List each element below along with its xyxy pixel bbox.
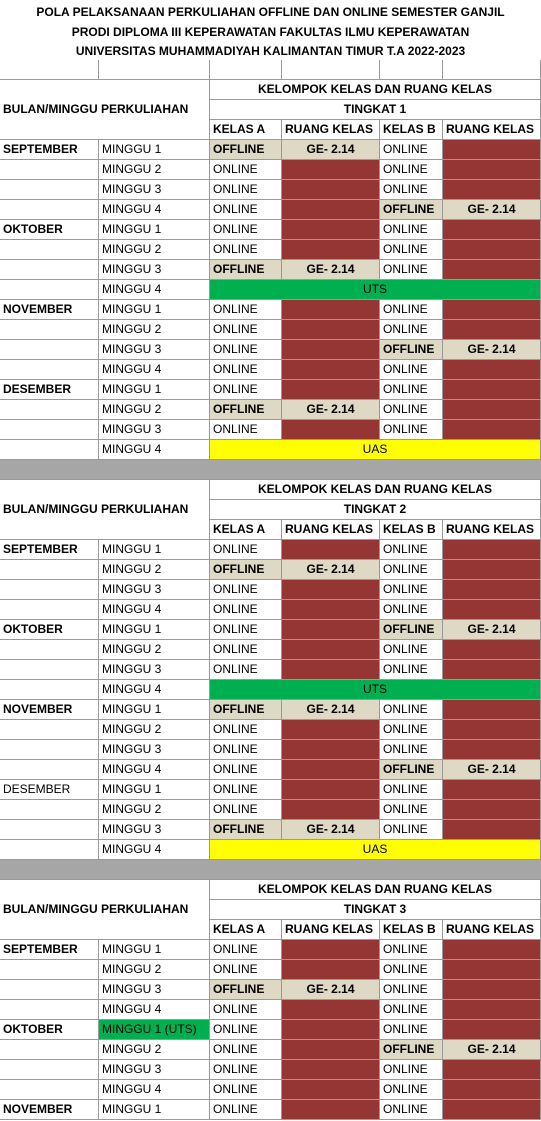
kelas-b-status: ONLINE	[380, 740, 443, 760]
ruang-a-cell	[282, 1020, 380, 1040]
ruang-a-cell	[282, 380, 380, 400]
ruang-a-cell	[282, 720, 380, 740]
kelas-a-status: ONLINE	[210, 360, 282, 380]
week-cell: MINGGU 3	[99, 1060, 210, 1080]
week-cell: MINGGU 3	[99, 980, 210, 1000]
kelas-b-status: ONLINE	[380, 960, 443, 980]
level-header: TINGKAT 2	[210, 500, 541, 520]
ruang-a-cell	[282, 360, 380, 380]
kelas-a-status: ONLINE	[210, 300, 282, 320]
period-header: BULAN/MINGGU PERKULIAHAN	[0, 480, 210, 540]
month-cell: NOVEMBER	[0, 700, 99, 720]
month-cell: OKTOBER	[0, 620, 99, 640]
month-cell: DESEMBER	[0, 780, 99, 800]
kelas-b-status: OFFLINE	[380, 760, 443, 780]
month-cell: NOVEMBER	[0, 300, 99, 320]
ruang-b-cell	[443, 740, 541, 760]
ruang-b-cell	[443, 1100, 541, 1120]
uts-span: UTS	[210, 280, 541, 300]
month-cell	[0, 840, 99, 860]
ruang-a-cell	[282, 200, 380, 220]
kelas-a-status: ONLINE	[210, 600, 282, 620]
ruang-a-cell: GE- 2.14	[282, 400, 380, 420]
kelas-b-status: ONLINE	[380, 540, 443, 560]
kelas-a-status: ONLINE	[210, 1100, 282, 1120]
kelas-a-status: ONLINE	[210, 200, 282, 220]
blank-cell	[210, 60, 282, 80]
kelas-b-status: ONLINE	[380, 160, 443, 180]
ruang-b-cell	[443, 180, 541, 200]
week-cell: MINGGU 2	[99, 640, 210, 660]
week-cell: MINGGU 3	[99, 180, 210, 200]
ruang-a-cell	[282, 540, 380, 560]
week-cell: MINGGU 3	[99, 420, 210, 440]
ruang-b-cell	[443, 960, 541, 980]
kelas-b-status: OFFLINE	[380, 340, 443, 360]
month-cell: SEPTEMBER	[0, 540, 99, 560]
ruang-a-cell	[282, 800, 380, 820]
ruang-b-cell	[443, 240, 541, 260]
kelas-a-status: ONLINE	[210, 540, 282, 560]
ruang-b-cell	[443, 380, 541, 400]
kelas-b-status: ONLINE	[380, 780, 443, 800]
month-cell	[0, 720, 99, 740]
month-cell	[0, 800, 99, 820]
month-cell	[0, 420, 99, 440]
month-cell	[0, 280, 99, 300]
kelas-b-status: ONLINE	[380, 720, 443, 740]
ruang-a-cell	[282, 300, 380, 320]
week-cell: MINGGU 3	[99, 660, 210, 680]
month-cell: SEPTEMBER	[0, 940, 99, 960]
column-header: RUANG KELAS	[282, 120, 380, 140]
ruang-b-cell	[443, 600, 541, 620]
kelas-a-status: OFFLINE	[210, 140, 282, 160]
week-cell: MINGGU 2	[99, 320, 210, 340]
ruang-a-cell: GE- 2.14	[282, 820, 380, 840]
week-cell: MINGGU 1	[99, 540, 210, 560]
kelas-b-status: ONLINE	[380, 820, 443, 840]
month-cell	[0, 760, 99, 780]
kelas-a-status: ONLINE	[210, 160, 282, 180]
month-cell	[0, 260, 99, 280]
ruang-b-cell	[443, 1020, 541, 1040]
kelas-b-status: ONLINE	[380, 140, 443, 160]
ruang-b-cell: GE- 2.14	[443, 200, 541, 220]
week-cell: MINGGU 1	[99, 940, 210, 960]
week-cell: MINGGU 4	[99, 600, 210, 620]
month-cell	[0, 600, 99, 620]
kelas-a-status: ONLINE	[210, 420, 282, 440]
week-cell: MINGGU 2	[99, 560, 210, 580]
kelas-a-status: OFFLINE	[210, 980, 282, 1000]
blank-cell	[282, 60, 380, 80]
month-cell	[0, 340, 99, 360]
month-cell	[0, 240, 99, 260]
kelas-b-status: ONLINE	[380, 220, 443, 240]
title-line-3: UNIVERSITAS MUHAMMADIYAH KALIMANTAN TIMUR T.A 2022-2023	[75, 44, 466, 58]
kelas-b-status: ONLINE	[380, 700, 443, 720]
kelas-a-status: ONLINE	[210, 220, 282, 240]
blank-cell	[380, 60, 443, 80]
kelas-b-status: ONLINE	[380, 240, 443, 260]
week-cell: MINGGU 1	[99, 300, 210, 320]
kelas-b-status: ONLINE	[380, 980, 443, 1000]
week-cell: MINGGU 2	[99, 240, 210, 260]
week-cell: MINGGU 3	[99, 580, 210, 600]
week-cell: MINGGU 4	[99, 200, 210, 220]
column-header: RUANG KELAS	[282, 920, 380, 940]
month-cell	[0, 580, 99, 600]
kelas-a-status: ONLINE	[210, 1080, 282, 1100]
kelas-b-status: ONLINE	[380, 320, 443, 340]
kelas-b-status: ONLINE	[380, 580, 443, 600]
column-header: KELAS A	[210, 920, 282, 940]
kelas-a-status: ONLINE	[210, 320, 282, 340]
kelas-b-status: ONLINE	[380, 300, 443, 320]
month-cell	[0, 560, 99, 580]
period-header: BULAN/MINGGU PERKULIAHAN	[0, 80, 210, 140]
week-cell: MINGGU 4	[99, 1080, 210, 1100]
week-cell: MINGGU 2	[99, 720, 210, 740]
ruang-b-cell	[443, 360, 541, 380]
blank-cell	[443, 60, 541, 80]
kelas-a-status: OFFLINE	[210, 700, 282, 720]
week-cell: MINGGU 1 (UTS)	[99, 1020, 210, 1040]
kelas-a-status: ONLINE	[210, 620, 282, 640]
week-cell: MINGGU 1	[99, 780, 210, 800]
ruang-a-cell: GE- 2.14	[282, 980, 380, 1000]
ruang-b-cell	[443, 800, 541, 820]
ruang-b-cell	[443, 980, 541, 1000]
kelas-b-status: ONLINE	[380, 1020, 443, 1040]
kelas-a-status: OFFLINE	[210, 260, 282, 280]
week-cell: MINGGU 3	[99, 340, 210, 360]
column-header: KELAS A	[210, 120, 282, 140]
month-cell	[0, 160, 99, 180]
ruang-a-cell	[282, 580, 380, 600]
ruang-b-cell	[443, 420, 541, 440]
month-cell	[0, 1080, 99, 1100]
ruang-a-cell	[282, 600, 380, 620]
ruang-b-cell	[443, 140, 541, 160]
kelas-a-status: ONLINE	[210, 720, 282, 740]
ruang-a-cell	[282, 180, 380, 200]
ruang-a-cell	[282, 1040, 380, 1060]
month-cell	[0, 960, 99, 980]
kelas-a-status: ONLINE	[210, 760, 282, 780]
kelas-b-status: ONLINE	[380, 600, 443, 620]
week-cell: MINGGU 4	[99, 680, 210, 700]
ruang-a-cell	[282, 620, 380, 640]
ruang-a-cell	[282, 420, 380, 440]
ruang-a-cell	[282, 240, 380, 260]
kelas-b-status: ONLINE	[380, 940, 443, 960]
ruang-b-cell	[443, 400, 541, 420]
month-cell	[0, 1060, 99, 1080]
column-header: KELAS B	[380, 920, 443, 940]
ruang-a-cell	[282, 1060, 380, 1080]
week-cell: MINGGU 1	[99, 700, 210, 720]
week-cell: MINGGU 4	[99, 760, 210, 780]
ruang-b-cell: GE- 2.14	[443, 340, 541, 360]
month-cell	[0, 820, 99, 840]
week-cell: MINGGU 3	[99, 820, 210, 840]
ruang-a-cell	[282, 960, 380, 980]
uas-span: UAS	[210, 840, 541, 860]
ruang-b-cell	[443, 940, 541, 960]
ruang-b-cell	[443, 580, 541, 600]
ruang-b-cell	[443, 260, 541, 280]
week-cell: MINGGU 1	[99, 140, 210, 160]
group-header: KELOMPOK KELAS DAN RUANG KELAS	[210, 480, 541, 500]
month-cell	[0, 680, 99, 700]
ruang-a-cell	[282, 220, 380, 240]
kelas-b-status: ONLINE	[380, 400, 443, 420]
week-cell: MINGGU 2	[99, 160, 210, 180]
month-cell	[0, 180, 99, 200]
week-cell: MINGGU 4	[99, 280, 210, 300]
kelas-a-status: ONLINE	[210, 380, 282, 400]
ruang-b-cell	[443, 720, 541, 740]
title-line-1: POLA PELAKSANAAN PERKULIAHAN OFFLINE DAN ONLINE SEMESTER GANJIL	[36, 5, 505, 19]
month-cell: NOVEMBER	[0, 1100, 99, 1120]
column-header: KELAS B	[380, 120, 443, 140]
kelas-a-status: OFFLINE	[210, 820, 282, 840]
level-header: TINGKAT 1	[210, 100, 541, 120]
kelas-a-status: ONLINE	[210, 940, 282, 960]
ruang-a-cell	[282, 1080, 380, 1100]
ruang-a-cell	[282, 740, 380, 760]
ruang-b-cell	[443, 780, 541, 800]
uts-span: UTS	[210, 680, 541, 700]
column-header: RUANG KELAS	[443, 120, 541, 140]
month-cell	[0, 660, 99, 680]
ruang-b-cell: GE- 2.14	[443, 620, 541, 640]
column-header: RUANG KELAS	[282, 520, 380, 540]
kelas-a-status: ONLINE	[210, 340, 282, 360]
kelas-b-status: ONLINE	[380, 180, 443, 200]
week-cell: MINGGU 4	[99, 360, 210, 380]
ruang-a-cell	[282, 780, 380, 800]
kelas-a-status: ONLINE	[210, 640, 282, 660]
kelas-a-status: ONLINE	[210, 240, 282, 260]
week-cell: MINGGU 1	[99, 620, 210, 640]
week-cell: MINGGU 2	[99, 1040, 210, 1060]
kelas-a-status: ONLINE	[210, 780, 282, 800]
level-header: TINGKAT 3	[210, 900, 541, 920]
kelas-b-status: ONLINE	[380, 1080, 443, 1100]
ruang-b-cell	[443, 300, 541, 320]
kelas-b-status: ONLINE	[380, 640, 443, 660]
kelas-a-status: ONLINE	[210, 800, 282, 820]
ruang-b-cell: GE- 2.14	[443, 1040, 541, 1060]
ruang-a-cell	[282, 320, 380, 340]
month-cell: DESEMBER	[0, 380, 99, 400]
kelas-b-status: OFFLINE	[380, 1040, 443, 1060]
week-cell: MINGGU 3	[99, 740, 210, 760]
month-cell	[0, 980, 99, 1000]
kelas-b-status: ONLINE	[380, 560, 443, 580]
uas-span: UAS	[210, 440, 541, 460]
kelas-b-status: ONLINE	[380, 1100, 443, 1120]
section-separator	[0, 460, 541, 480]
kelas-b-status: ONLINE	[380, 1000, 443, 1020]
kelas-b-status: ONLINE	[380, 360, 443, 380]
ruang-a-cell	[282, 660, 380, 680]
week-cell: MINGGU 2	[99, 800, 210, 820]
week-cell: MINGGU 4	[99, 840, 210, 860]
ruang-b-cell: GE- 2.14	[443, 760, 541, 780]
week-cell: MINGGU 4	[99, 1000, 210, 1020]
ruang-b-cell	[443, 1080, 541, 1100]
ruang-b-cell	[443, 160, 541, 180]
ruang-b-cell	[443, 660, 541, 680]
kelas-b-status: ONLINE	[380, 1060, 443, 1080]
column-header: RUANG KELAS	[443, 520, 541, 540]
kelas-a-status: ONLINE	[210, 1060, 282, 1080]
ruang-a-cell	[282, 1100, 380, 1120]
ruang-a-cell: GE- 2.14	[282, 260, 380, 280]
ruang-b-cell	[443, 320, 541, 340]
month-cell	[0, 360, 99, 380]
ruang-a-cell	[282, 340, 380, 360]
month-cell: OKTOBER	[0, 220, 99, 240]
kelas-a-status: ONLINE	[210, 660, 282, 680]
month-cell	[0, 1040, 99, 1060]
kelas-b-status: ONLINE	[380, 800, 443, 820]
blank-cell	[0, 60, 99, 80]
month-cell	[0, 440, 99, 460]
month-cell	[0, 320, 99, 340]
kelas-a-status: ONLINE	[210, 960, 282, 980]
ruang-a-cell: GE- 2.14	[282, 700, 380, 720]
ruang-a-cell: GE- 2.14	[282, 140, 380, 160]
ruang-a-cell	[282, 160, 380, 180]
period-header: BULAN/MINGGU PERKULIAHAN	[0, 880, 210, 940]
kelas-a-status: OFFLINE	[210, 560, 282, 580]
ruang-a-cell	[282, 1000, 380, 1020]
month-cell	[0, 200, 99, 220]
week-cell: MINGGU 2	[99, 960, 210, 980]
kelas-b-status: OFFLINE	[380, 620, 443, 640]
kelas-a-status: ONLINE	[210, 740, 282, 760]
column-header: KELAS B	[380, 520, 443, 540]
ruang-a-cell: GE- 2.14	[282, 560, 380, 580]
week-cell: MINGGU 1	[99, 220, 210, 240]
kelas-a-status: OFFLINE	[210, 400, 282, 420]
month-cell: SEPTEMBER	[0, 140, 99, 160]
title-line-2: PRODI DIPLOMA III KEPERAWATAN FAKULTAS ILMU KEPERAWATAN	[71, 25, 470, 39]
ruang-a-cell	[282, 640, 380, 660]
group-header: KELOMPOK KELAS DAN RUANG KELAS	[210, 80, 541, 100]
section-separator	[0, 860, 541, 880]
month-cell: OKTOBER	[0, 1020, 99, 1040]
ruang-a-cell	[282, 760, 380, 780]
ruang-b-cell	[443, 640, 541, 660]
kelas-a-status: ONLINE	[210, 180, 282, 200]
ruang-b-cell	[443, 1000, 541, 1020]
week-cell: MINGGU 2	[99, 400, 210, 420]
ruang-b-cell	[443, 1060, 541, 1080]
week-cell: MINGGU 3	[99, 260, 210, 280]
group-header: KELOMPOK KELAS DAN RUANG KELAS	[210, 880, 541, 900]
week-cell: MINGGU 1	[99, 380, 210, 400]
month-cell	[0, 640, 99, 660]
column-header: RUANG KELAS	[443, 920, 541, 940]
month-cell	[0, 1000, 99, 1020]
ruang-b-cell	[443, 220, 541, 240]
kelas-b-status: ONLINE	[380, 380, 443, 400]
ruang-b-cell	[443, 820, 541, 840]
kelas-b-status: ONLINE	[380, 420, 443, 440]
ruang-b-cell	[443, 700, 541, 720]
kelas-a-status: ONLINE	[210, 1020, 282, 1040]
month-cell	[0, 400, 99, 420]
month-cell	[0, 740, 99, 760]
column-header: KELAS A	[210, 520, 282, 540]
week-cell: MINGGU 1	[99, 1100, 210, 1120]
ruang-b-cell	[443, 540, 541, 560]
kelas-b-status: ONLINE	[380, 660, 443, 680]
ruang-b-cell	[443, 560, 541, 580]
kelas-b-status: ONLINE	[380, 260, 443, 280]
kelas-b-status: OFFLINE	[380, 200, 443, 220]
kelas-a-status: ONLINE	[210, 1000, 282, 1020]
kelas-a-status: ONLINE	[210, 580, 282, 600]
ruang-a-cell	[282, 940, 380, 960]
week-cell: MINGGU 4	[99, 440, 210, 460]
kelas-a-status: ONLINE	[210, 1040, 282, 1060]
blank-cell	[99, 60, 210, 80]
